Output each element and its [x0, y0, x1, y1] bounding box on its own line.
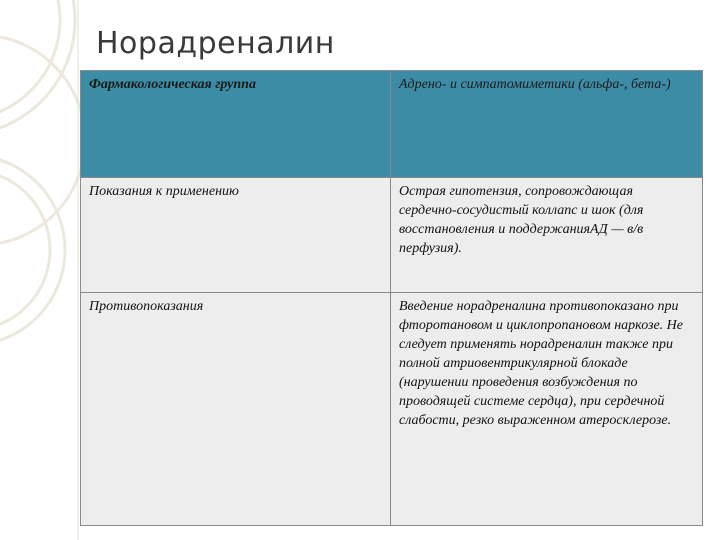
row-value-pharmacological-group: Адрено- и симпатомиметики (альфа-, бета-): [391, 71, 703, 178]
table-row: [81, 293, 703, 526]
page-title: Норадреналин: [96, 26, 335, 61]
table-row: [81, 178, 703, 293]
drug-info-table: [80, 70, 703, 526]
row-value-contraindications: Введение норадреналина противопоказано при фторотановом и циклопропановом наркозе. Не следует применять норадреналин также при полной атриовентрикулярной блокаде (нарушении проведения возбуждения по проводящей системе сердца), при сердечной слабости, резко выраженном атеросклерозе.: [391, 293, 703, 526]
row-value-indications: Острая гипотензия, сопровождающая сердечно-сосудистый коллапс и шок (для восстановления и поддержанияАД — в/в перфузия).: [391, 178, 703, 293]
decorative-arcs: [0, 0, 90, 540]
table-row: [81, 71, 703, 178]
row-label-contraindications: Противопоказания: [81, 293, 391, 526]
row-label-pharmacological-group: Фармакологическая группа: [81, 71, 391, 178]
row-label-indications: Показания к применению: [81, 178, 391, 293]
